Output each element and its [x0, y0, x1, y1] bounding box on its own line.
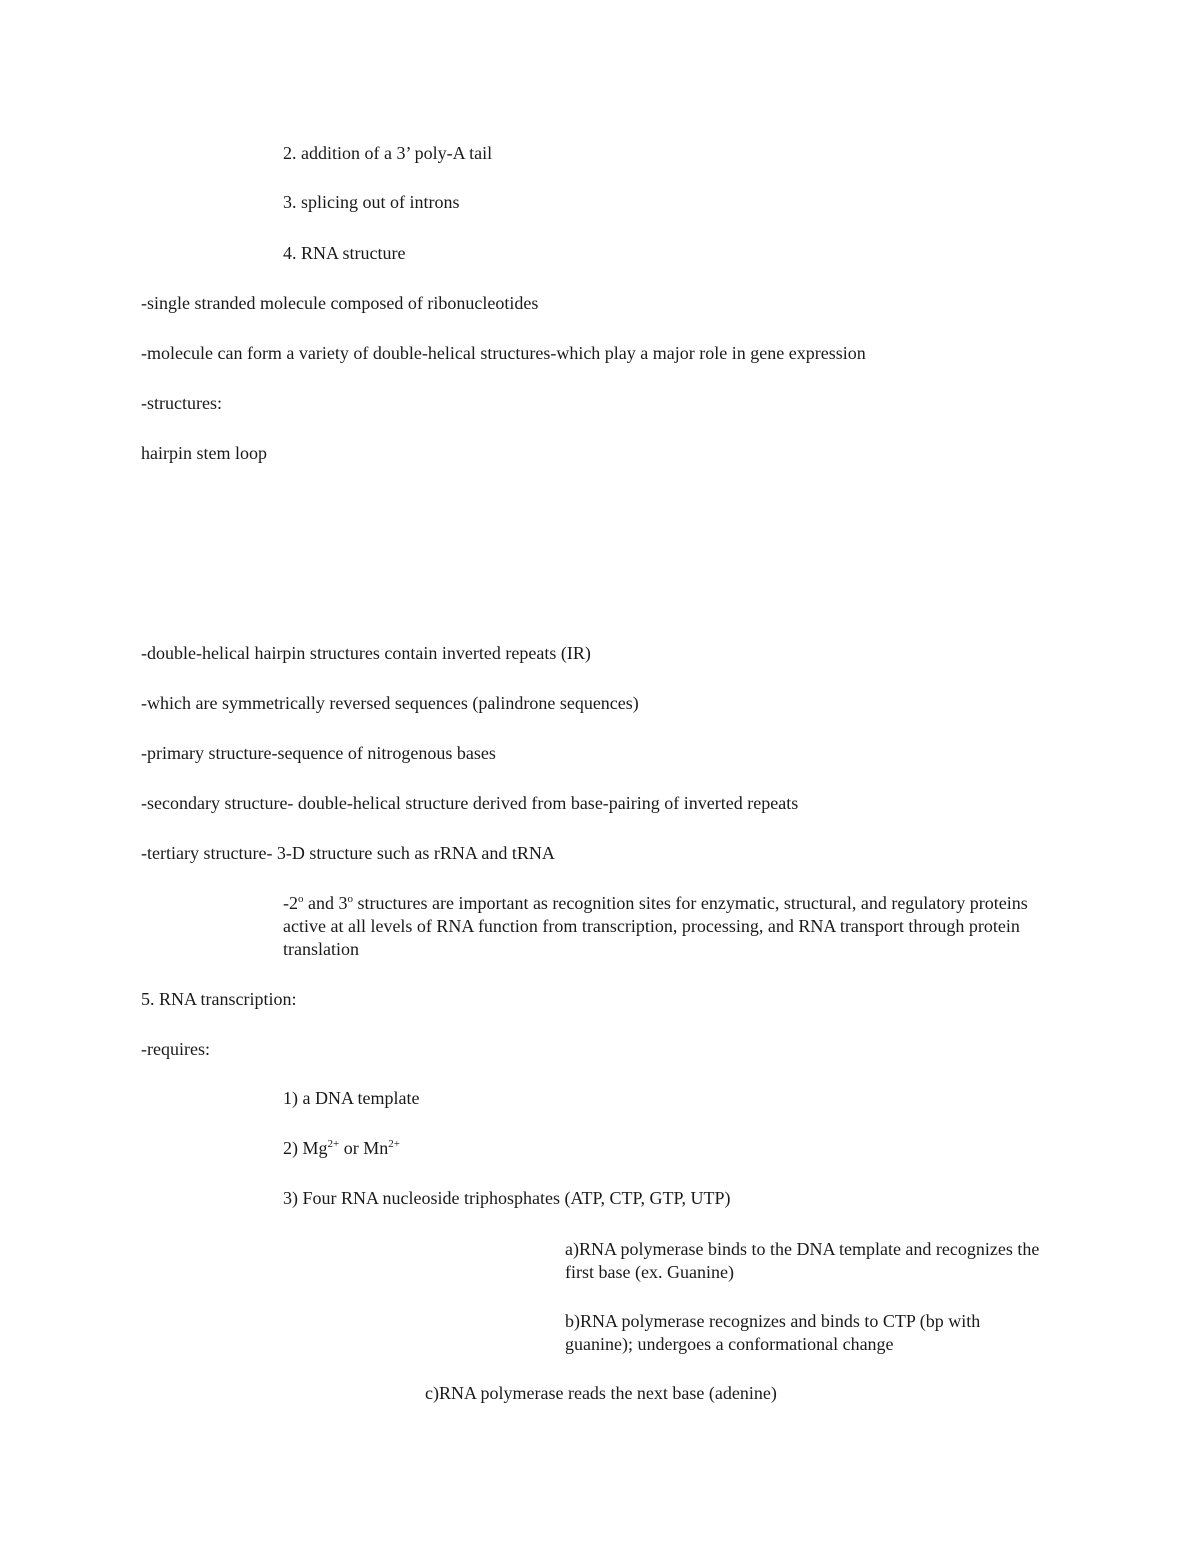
- text-line-single-stranded: -single stranded molecule composed of ribonucleotides: [141, 293, 539, 313]
- mg-part-a: 2) Mg: [283, 1138, 328, 1158]
- list-item-poly-a-tail: 2. addition of a 3’ poly-A tail: [283, 143, 493, 163]
- list-item-rna-structure: 4. RNA structure: [283, 243, 406, 263]
- step-a-paragraph: a)RNA polymerase binds to the DNA template and recognizes the first base (ex. Guanine): [565, 1239, 1040, 1282]
- text-line-inverted-repeats: -double-helical hairpin structures contain inverted repeats (IR): [141, 643, 591, 663]
- mn-charge-sup: 2+: [388, 1138, 400, 1150]
- text-line-requires: -requires:: [141, 1039, 210, 1059]
- list-item-dna-template: 1) a DNA template: [283, 1088, 420, 1108]
- degree-sup-1: o: [298, 893, 304, 905]
- degree-sup-2: o: [347, 893, 353, 905]
- text-line-palindrome: -which are symmetrically reversed sequences (palindrone sequences): [141, 693, 639, 713]
- paragraph-recognition-sites: [283, 892, 1043, 961]
- para-part-b: and 3: [303, 893, 348, 913]
- list-item-mg-mn: [283, 1137, 400, 1160]
- text-line-primary-structure: -primary structure-sequence of nitrogenous bases: [141, 743, 496, 763]
- text-line-tertiary-structure: -tertiary structure- 3-D structure such as rRNA and tRNA: [141, 843, 555, 863]
- text-line-secondary-structure: -secondary structure- double-helical structure derived from base-pairing of inverted repeats: [141, 793, 799, 813]
- text-line-double-helical: -molecule can form a variety of double-helical structures-which play a major role in gene expression: [141, 343, 866, 363]
- para-part-c: structures are important as recognition sites for enzymatic, structural, and regulatory proteins active at all levels of RNA function from transcription, processing, and RNA transport through protein translation: [283, 893, 1028, 959]
- list-item-nucleoside-triphosphates: 3) Four RNA nucleoside triphosphates (ATP, CTP, GTP, UTP): [283, 1188, 731, 1208]
- text-line-hairpin: hairpin stem loop: [141, 443, 267, 463]
- mg-part-b: or Mn: [339, 1138, 389, 1158]
- text-line-rna-transcription: 5. RNA transcription:: [141, 989, 297, 1009]
- list-item-splicing: 3. splicing out of introns: [283, 192, 460, 212]
- mg-charge-sup: 2+: [327, 1138, 340, 1150]
- step-c-line: c)RNA polymerase reads the next base (adenine): [425, 1383, 777, 1403]
- step-b-paragraph: b)RNA polymerase recognizes and binds to CTP (bp with guanine); undergoes a conformational change: [565, 1311, 981, 1354]
- text-line-structures: -structures:: [141, 393, 222, 413]
- para-part-a: -2: [283, 893, 298, 913]
